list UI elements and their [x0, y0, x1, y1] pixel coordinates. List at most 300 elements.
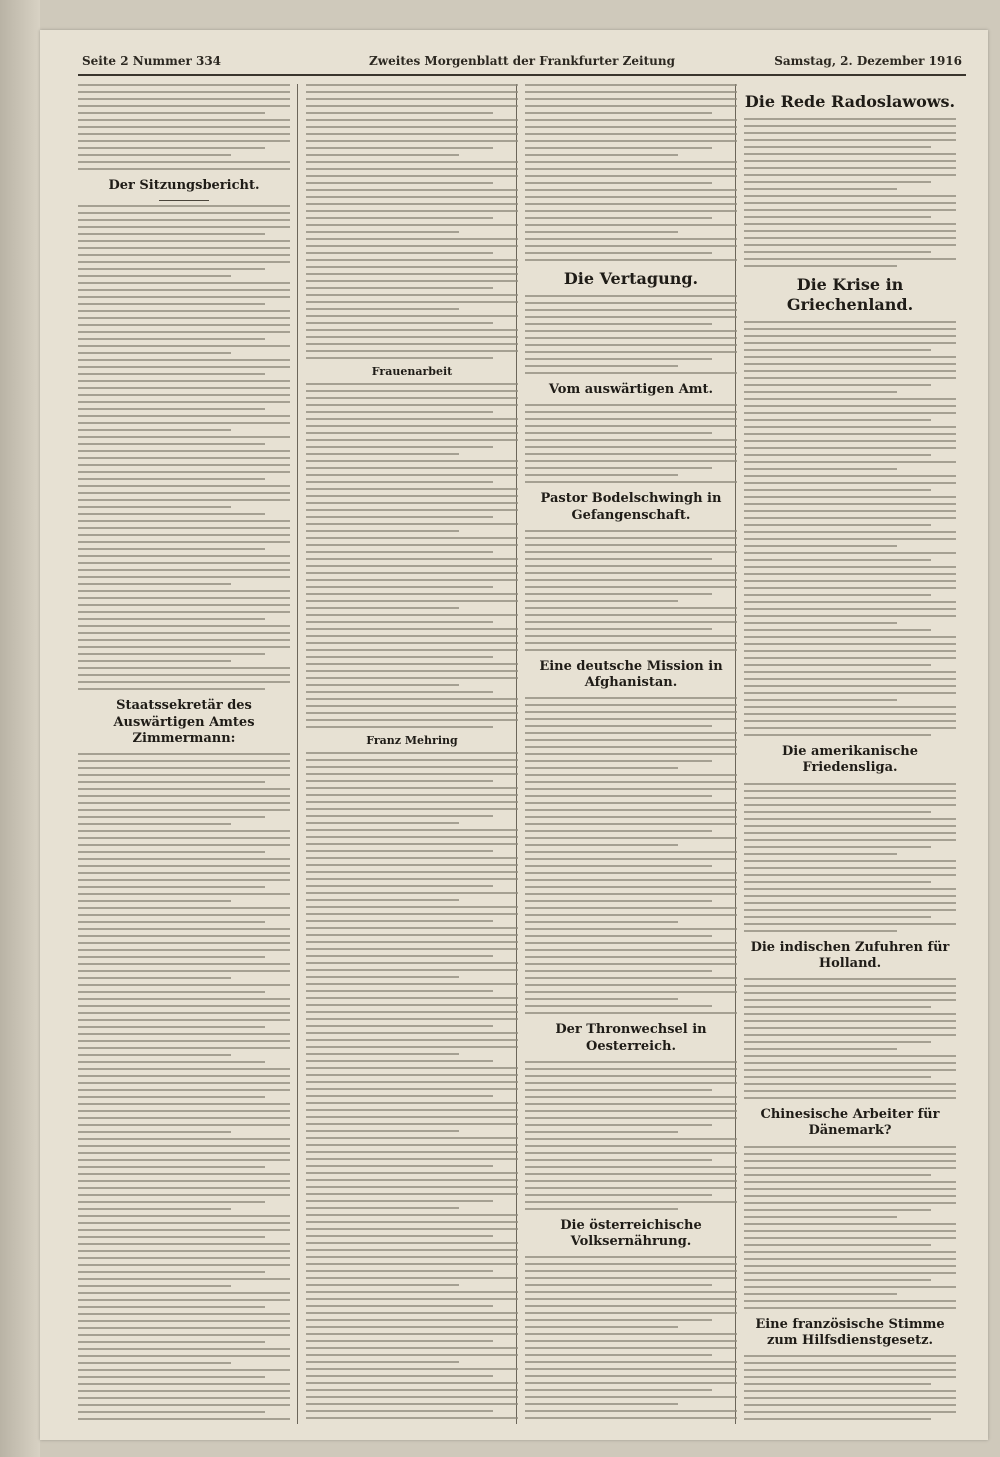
text-line	[78, 604, 290, 606]
text-line	[78, 956, 265, 958]
text-line	[78, 380, 290, 382]
text-line	[306, 1039, 518, 1041]
text-line	[525, 474, 678, 476]
text-line	[78, 1236, 265, 1238]
text-line	[78, 1096, 265, 1098]
text-line	[78, 625, 290, 627]
text-line	[306, 691, 493, 693]
text-line	[525, 344, 737, 346]
text-line	[525, 774, 737, 776]
text-line	[78, 1075, 290, 1077]
scan-edge	[0, 0, 40, 1457]
text-line	[306, 766, 518, 768]
text-line	[78, 126, 290, 128]
text-line	[744, 468, 897, 470]
text-line	[525, 1180, 737, 1182]
text-line	[744, 1195, 956, 1197]
text-line	[744, 874, 956, 876]
text-line	[744, 888, 956, 890]
text-line	[744, 566, 956, 568]
text-line	[306, 976, 459, 978]
text-line	[78, 1187, 290, 1189]
text-line	[78, 1369, 290, 1371]
text-line	[744, 1027, 956, 1029]
text-line	[78, 359, 290, 361]
text-line	[306, 343, 518, 345]
text-line	[78, 1341, 265, 1343]
text-line	[744, 1188, 956, 1190]
text-line	[306, 649, 518, 651]
text-line	[306, 829, 518, 831]
text-line	[744, 517, 956, 519]
text-line	[78, 247, 290, 249]
page-header	[78, 52, 966, 76]
text-line	[306, 182, 493, 184]
text-line	[744, 356, 956, 358]
masthead: Zweites Morgenblatt der Frankfurter Zeitung	[369, 54, 675, 68]
text-line	[525, 119, 737, 121]
text-line	[78, 1026, 265, 1028]
text-line	[78, 795, 290, 797]
text-line	[525, 330, 737, 332]
text-line	[306, 941, 518, 943]
text-line	[78, 1019, 290, 1021]
text-line	[306, 759, 518, 761]
text-line	[525, 1152, 737, 1154]
text-line	[744, 328, 956, 330]
text-line	[306, 154, 459, 156]
text-line	[525, 1410, 737, 1412]
text-line	[525, 649, 737, 651]
text-line	[306, 1102, 518, 1104]
text-line	[744, 930, 897, 932]
text-line	[78, 1355, 290, 1357]
text-line	[306, 224, 518, 226]
text-line	[525, 1103, 737, 1105]
text-line	[744, 804, 956, 806]
text-line	[525, 1187, 737, 1189]
text-line	[306, 481, 493, 483]
text-line	[744, 174, 956, 176]
text-block	[744, 118, 956, 267]
text-line	[744, 1251, 956, 1253]
text-line	[525, 614, 737, 616]
text-line	[306, 266, 518, 268]
section-heading: Franz Mehring	[366, 733, 458, 747]
text-line	[78, 1145, 290, 1147]
text-line	[744, 538, 956, 540]
text-line	[525, 1117, 737, 1119]
text-line	[306, 203, 518, 205]
text-line	[306, 878, 518, 880]
text-line	[525, 175, 737, 177]
text-line	[78, 1117, 290, 1119]
text-line	[525, 530, 737, 532]
text-line	[78, 674, 290, 676]
text-line	[306, 308, 459, 310]
text-line	[78, 324, 290, 326]
text-line	[78, 555, 290, 557]
text-line	[744, 818, 956, 820]
column-2	[306, 84, 518, 1424]
text-line	[78, 450, 290, 452]
text-line	[525, 970, 712, 972]
text-line	[525, 830, 712, 832]
text-line	[525, 309, 737, 311]
text-line	[525, 1333, 737, 1335]
text-line	[744, 1355, 956, 1357]
text-line	[525, 196, 737, 198]
text-line	[744, 587, 956, 589]
text-line	[78, 1201, 265, 1203]
text-line	[306, 1032, 518, 1034]
text-line	[78, 499, 290, 501]
text-line	[306, 885, 493, 887]
text-line	[744, 1069, 956, 1071]
text-line	[525, 1319, 712, 1321]
column-rule	[297, 84, 298, 1424]
text-line	[525, 544, 737, 546]
column-4	[744, 84, 956, 1424]
text-line	[306, 969, 518, 971]
text-line	[744, 454, 931, 456]
text-line	[525, 921, 678, 923]
text-line	[525, 1284, 712, 1286]
text-line	[525, 1166, 737, 1168]
text-line	[306, 1067, 518, 1069]
text-line	[78, 394, 290, 396]
text-line	[306, 1095, 493, 1097]
text-line	[306, 112, 493, 114]
text-line	[78, 161, 290, 163]
text-line	[525, 1159, 712, 1161]
text-line	[525, 593, 712, 595]
text-line	[78, 548, 265, 550]
text-line	[78, 632, 290, 634]
text-line	[306, 509, 518, 511]
text-line	[525, 302, 737, 304]
text-line	[306, 383, 518, 385]
text-line	[306, 955, 493, 957]
text-line	[525, 1305, 737, 1307]
text-line	[525, 446, 737, 448]
text-line	[306, 1053, 459, 1055]
text-line	[525, 351, 737, 353]
text-line	[744, 1041, 931, 1043]
text-line	[744, 419, 931, 421]
text-line	[78, 1257, 290, 1259]
text-line	[744, 895, 956, 897]
text-line	[525, 928, 737, 930]
text-line	[78, 261, 290, 263]
text-line	[78, 907, 290, 909]
text-line	[525, 1012, 737, 1014]
text-line	[78, 802, 290, 804]
text-line	[306, 126, 518, 128]
text-line	[78, 660, 231, 662]
text-line	[525, 537, 737, 539]
text-block	[525, 530, 737, 651]
text-line	[525, 1417, 737, 1419]
text-line	[306, 801, 518, 803]
text-line	[744, 615, 956, 617]
text-line	[306, 698, 518, 700]
text-line	[525, 231, 678, 233]
text-line	[744, 195, 956, 197]
text-line	[306, 1340, 493, 1342]
text-line	[78, 893, 290, 895]
text-line	[78, 233, 265, 235]
text-line	[78, 1110, 290, 1112]
text-line	[78, 1159, 290, 1161]
text-line	[306, 670, 518, 672]
text-line	[525, 642, 737, 644]
text-line	[78, 1327, 290, 1329]
text-line	[78, 583, 231, 585]
text-line	[78, 1124, 290, 1126]
text-line	[78, 1271, 265, 1273]
text-line	[525, 600, 678, 602]
text-line	[525, 760, 712, 762]
text-line	[744, 1230, 956, 1232]
text-line	[78, 366, 290, 368]
text-line	[525, 481, 737, 483]
text-line	[78, 345, 290, 347]
text-line	[744, 671, 956, 673]
section-heading: Der Sitzungsbericht.	[108, 178, 260, 193]
text-line	[78, 1180, 290, 1182]
text-line	[525, 635, 737, 637]
text-line	[525, 963, 737, 965]
text-line	[744, 545, 897, 547]
text-line	[525, 154, 678, 156]
text-line	[306, 516, 493, 518]
text-line	[78, 879, 290, 881]
text-line	[78, 331, 290, 333]
text-line	[525, 753, 737, 755]
text-line	[306, 217, 493, 219]
text-line	[78, 1334, 290, 1336]
text-line	[744, 237, 956, 239]
text-line	[306, 822, 459, 824]
text-line	[306, 780, 493, 782]
text-line	[525, 1270, 737, 1272]
text-line	[525, 1194, 712, 1196]
text-line	[306, 252, 493, 254]
text-line	[78, 1138, 290, 1140]
text-line	[78, 275, 231, 277]
text-line	[525, 1277, 737, 1279]
issue-date: Samstag, 2. Dezember 1916	[774, 54, 962, 68]
text-line	[78, 1376, 265, 1378]
text-line	[744, 552, 956, 554]
text-line	[744, 692, 956, 694]
text-line	[78, 569, 290, 571]
text-line	[744, 881, 931, 883]
text-line	[78, 1390, 290, 1392]
text-line	[525, 439, 737, 441]
text-line	[306, 1256, 518, 1258]
text-line	[78, 1215, 290, 1217]
text-line	[78, 534, 290, 536]
text-line	[78, 310, 290, 312]
text-line	[525, 949, 737, 951]
text-line	[744, 1034, 956, 1036]
text-line	[525, 879, 737, 881]
text-line	[744, 1383, 931, 1385]
text-block	[306, 383, 518, 728]
text-line	[306, 1361, 459, 1363]
text-line	[306, 390, 518, 392]
section-heading: Die Vertagung.	[563, 269, 699, 288]
text-line	[525, 1368, 737, 1370]
text-line	[744, 202, 956, 204]
text-line	[744, 377, 956, 379]
text-line	[744, 405, 956, 407]
text-line	[525, 1256, 737, 1258]
text-line	[525, 224, 737, 226]
text-line	[744, 720, 956, 722]
text-line	[744, 594, 931, 596]
text-line	[306, 301, 518, 303]
text-line	[306, 259, 518, 261]
text-line	[78, 212, 290, 214]
text-line	[306, 1242, 518, 1244]
text-line	[744, 412, 956, 414]
text-line	[78, 1418, 290, 1420]
text-line	[78, 928, 290, 930]
text-line	[525, 844, 678, 846]
text-line	[306, 231, 459, 233]
text-line	[78, 492, 290, 494]
text-line	[525, 1005, 712, 1007]
section-heading: Der Thronwechsel in Oesterreich.	[555, 1022, 707, 1054]
text-line	[525, 1326, 678, 1328]
page-number: Seite 2 Nummer 334	[82, 54, 222, 68]
text-line	[78, 1068, 290, 1070]
text-line	[525, 1082, 737, 1084]
text-line	[525, 1298, 737, 1300]
text-line	[744, 216, 931, 218]
text-line	[306, 1354, 518, 1356]
section-heading: Eine französische Stimme zum Hilfsdienstgesetz.	[755, 1316, 945, 1348]
text-line	[744, 1258, 956, 1260]
text-line	[525, 91, 737, 93]
text-line	[306, 140, 518, 142]
text-line	[744, 573, 956, 575]
text-line	[744, 1181, 956, 1183]
text-block	[744, 1355, 956, 1424]
text-line	[744, 1404, 956, 1406]
text-line	[744, 699, 897, 701]
text-line	[78, 1082, 290, 1084]
text-line	[306, 119, 518, 121]
text-line	[744, 146, 931, 148]
text-line	[78, 387, 290, 389]
text-line	[78, 429, 231, 431]
text-line	[525, 872, 737, 874]
text-line	[306, 572, 518, 574]
text-line	[525, 358, 712, 360]
text-line	[306, 467, 518, 469]
text-line	[525, 823, 737, 825]
text-block	[306, 752, 518, 1425]
text-line	[744, 650, 956, 652]
text-line	[744, 832, 956, 834]
text-line	[306, 586, 493, 588]
text-line	[78, 317, 290, 319]
text-line	[306, 1137, 518, 1139]
text-line	[744, 1272, 956, 1274]
text-line	[525, 767, 678, 769]
text-line	[306, 1025, 493, 1027]
text-line	[306, 712, 518, 714]
text-line	[78, 991, 265, 993]
text-line	[78, 1397, 290, 1399]
text-line	[78, 1348, 290, 1350]
text-line	[744, 916, 931, 918]
text-line	[306, 196, 518, 198]
text-line	[306, 663, 518, 665]
text-line	[306, 1172, 518, 1174]
text-line	[744, 1153, 956, 1155]
text-line	[78, 520, 290, 522]
text-line	[306, 1270, 493, 1272]
text-line	[78, 527, 290, 529]
text-line	[78, 506, 231, 508]
text-line	[306, 287, 493, 289]
text-line	[306, 432, 518, 434]
text-line	[744, 349, 931, 351]
text-line	[306, 523, 518, 525]
text-line	[525, 893, 737, 895]
text-line	[306, 892, 518, 894]
text-line	[744, 440, 956, 442]
text-line	[306, 1207, 459, 1209]
text-block	[744, 783, 956, 932]
text-line	[744, 1062, 956, 1064]
text-line	[744, 825, 956, 827]
text-line	[525, 203, 737, 205]
text-line	[306, 593, 518, 595]
text-line	[78, 415, 290, 417]
text-line	[306, 460, 518, 462]
text-line	[306, 168, 518, 170]
text-line	[525, 1312, 737, 1314]
text-line	[744, 902, 956, 904]
text-line	[744, 713, 956, 715]
text-line	[525, 739, 737, 741]
text-line	[78, 767, 290, 769]
text-line	[306, 91, 518, 93]
text-line	[744, 853, 897, 855]
text-line	[78, 886, 265, 888]
text-line	[78, 921, 265, 923]
text-line	[306, 1284, 459, 1286]
text-line	[306, 705, 518, 707]
text-line	[78, 667, 290, 669]
section-heading: Die amerikanische Friedensliga.	[781, 744, 919, 776]
text-block	[744, 321, 956, 736]
text-line	[78, 1005, 290, 1007]
text-line	[306, 1403, 518, 1405]
text-line	[306, 1326, 518, 1328]
text-line	[744, 1160, 956, 1162]
text-line	[744, 1216, 897, 1218]
text-line	[744, 657, 956, 659]
text-line	[744, 321, 956, 323]
text-line	[306, 189, 518, 191]
